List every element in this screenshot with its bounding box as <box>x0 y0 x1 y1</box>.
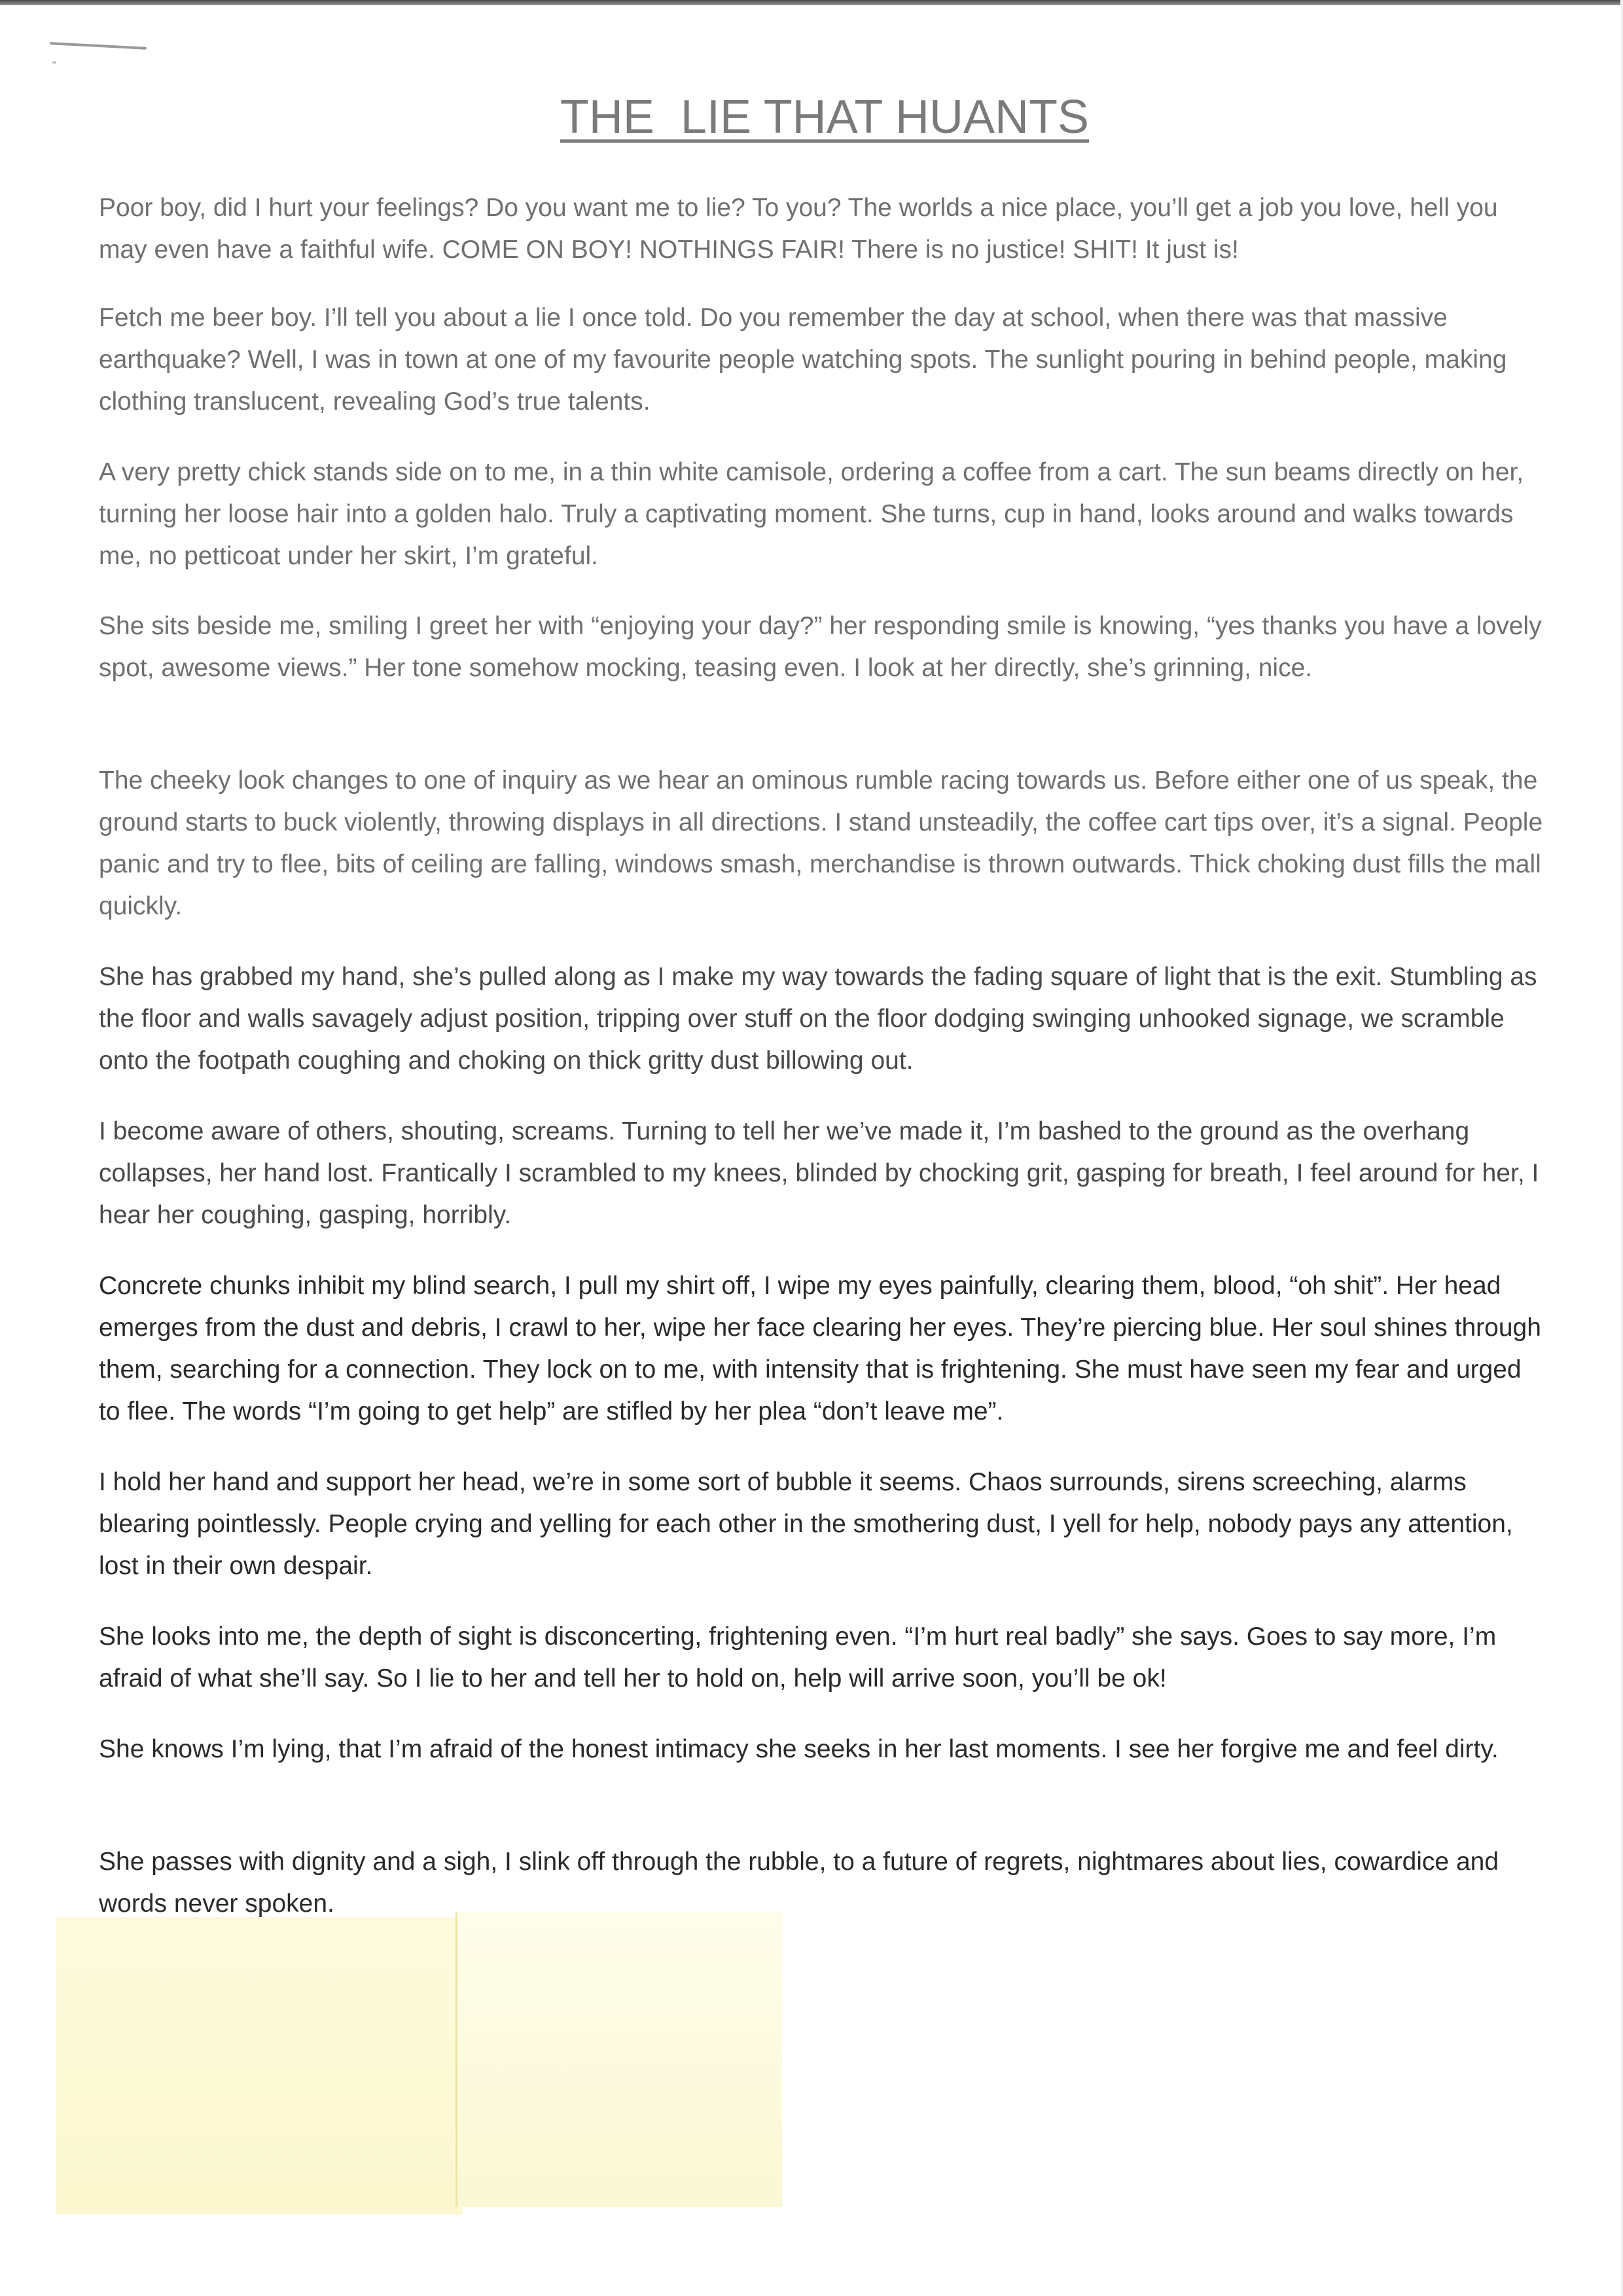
sticky-note-right <box>455 1912 782 2207</box>
paragraph-8: Concrete chunks inhibit my blind search, I pull my shirt off, I wipe my eyes painfully, clearing them, blood, “oh shit”. Her head emerges from the dust and debris, I crawl to her, wipe her face clearing her eyes. They’re piercing blue. Her soul shines through them, searching for a connection. They lock on to me, with intensity that is frightening. She must have seen my fear and urged to flee. The words “I’m going to get help” are stifled by her plea “don’t leave me”. <box>99 1272 1541 1426</box>
paragraph-7: I become aware of others, shouting, screams. Turning to tell her we’ve made it, I’m bashed to the ground as the overhang collapses, her hand lost. Frantically I scrambled to my knees, blinded by chocking grit, gasping for breath, I feel around for her, I hear her coughing, gasping, horribly. <box>99 1117 1539 1229</box>
paragraph-12: She passes with dignity and a sigh, I slink off through the rubble, to a future of regrets, nightmares about lies, cowardice and words never spoken. <box>99 1848 1499 1918</box>
paragraph-10: She looks into me, the depth of sight is disconcerting, frightening even. “I’m hurt real badly” she says. Goes to say more, I’m afraid of what she’ll say. So I lie to her and tell her to hold on, help will arrive soon, you’ll be ok! <box>99 1623 1497 1693</box>
paragraph-2: Fetch me beer boy. I’ll tell you about a lie I once told. Do you remember the day at school, when there was that massive earthquake? Well, I was in town at one of my favourite people watching spots. The sunlight pouring in behind people, making clothing translucent, revealing God’s true talents. <box>99 304 1507 416</box>
paragraph-4: She sits beside me, smiling I greet her with “enjoying your day?” her responding smile is knowing, “yes thanks you have a lovely spot, awesome views.” Her tone somehow mocking, teasing even. I look at her directly, she’s grinning, nice. <box>99 612 1542 682</box>
paragraph-1: Poor boy, did I hurt your feelings? Do you want me to lie? To you? The worlds a nice place, you’ll get a job you love, hell you may even have a faithful wife. COME ON BOY! NOTHINGS FAIR! There is no justice! SHIT! It just is! <box>99 194 1498 264</box>
paragraph-11: She knows I’m lying, that I’m afraid of the honest intimacy she seeks in her last moments. I see her forgive me and feel dirty. <box>99 1735 1499 1763</box>
pencil-mark <box>50 42 147 50</box>
paragraph-6: She has grabbed my hand, she’s pulled along as I make my way towards the fading square of light that is the exit. Stumbling as the floor and walls savagely adjust position, tripping over stuff on the floor dodging swinging unhooked signage, we scramble onto the footpath coughing and choking on thick gritty dust billowing out. <box>99 963 1537 1075</box>
paragraph-9: I hold her hand and support her head, we’re in some sort of bubble it seems. Chaos surrounds, sirens screeching, alarms blearing pointlessly. People crying and yelling for each other in the smothering dust, I yell for help, nobody pays any attention, lost in their own despair. <box>99 1468 1513 1580</box>
page-title: THE LIE THAT HUANTS <box>560 91 1090 143</box>
sticky-note-left <box>56 1918 462 2214</box>
scan-speck <box>52 62 56 63</box>
scan-top-border <box>0 0 1623 5</box>
scan-right-edge <box>1620 0 1623 2296</box>
paragraph-5: The cheeky look changes to one of inquiry as we hear an ominous rumble racing towards us. Before either one of us speak, the ground starts to buck violently, throwing displays in all directions. I stand unsteadily, the coffee cart tips over, it’s a signal. People panic and try to flee, bits of ceiling are falling, windows smash, merchandise is thrown outwards. Thick choking dust fills the mall quickly. <box>99 766 1543 920</box>
paragraph-3: A very pretty chick stands side on to me, in a thin white camisole, ordering a coffee from a cart. The sun beams directly on her, turning her loose hair into a golden halo. Truly a captivating moment. She turns, cup in hand, looks around and walks towards me, no petticoat under her skirt, I’m grateful. <box>99 458 1524 570</box>
